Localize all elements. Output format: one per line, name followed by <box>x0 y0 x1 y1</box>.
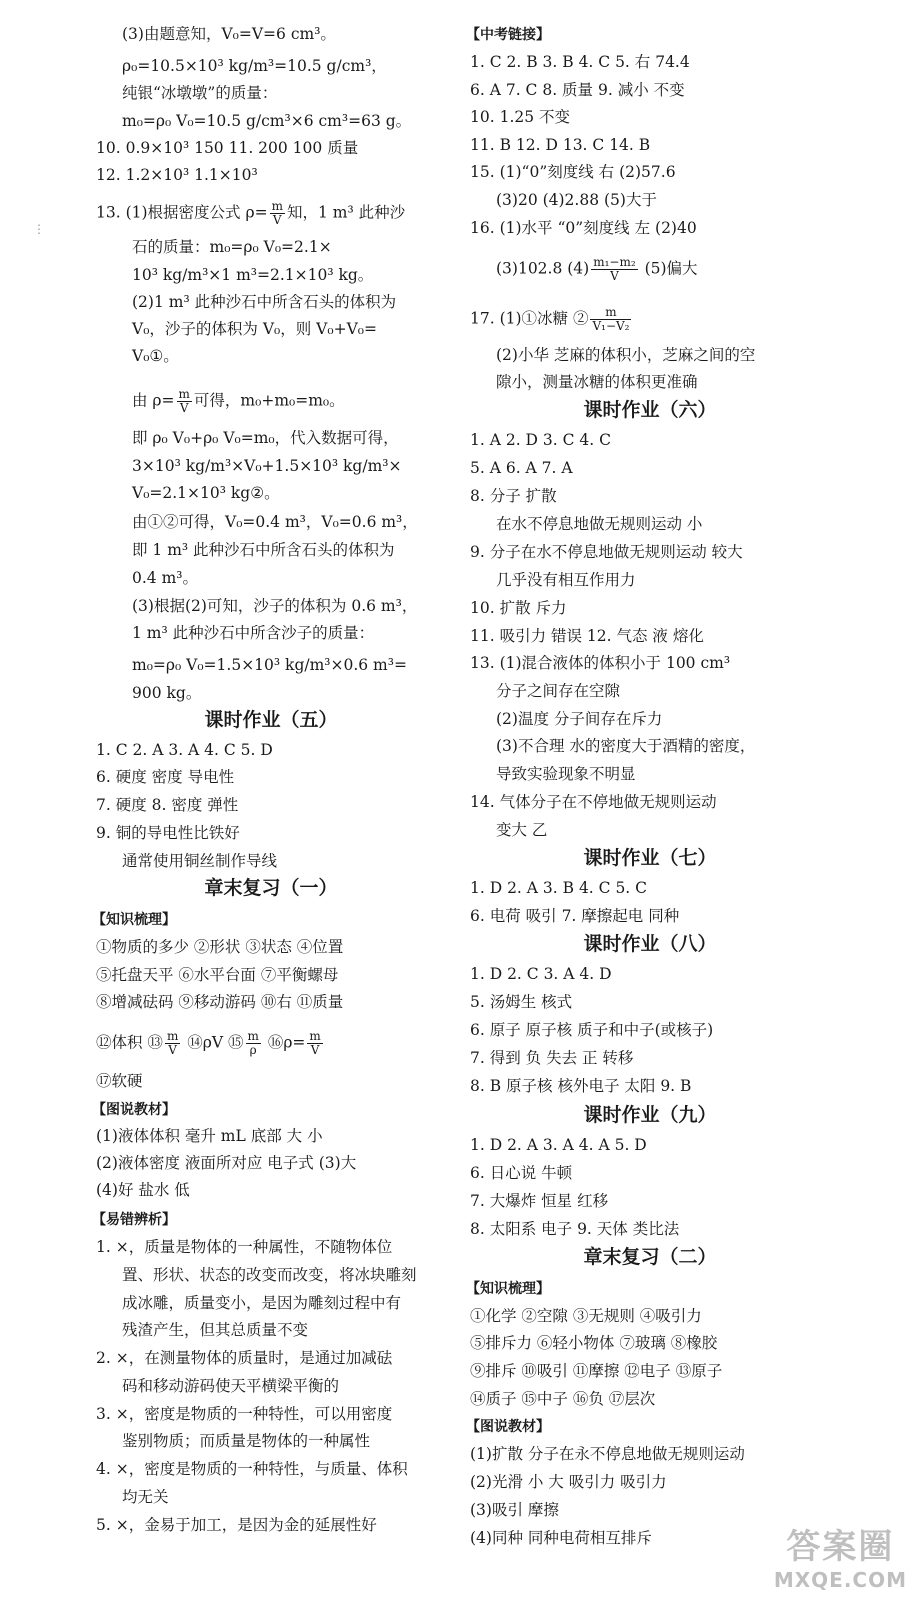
text-line <box>96 1030 325 1057</box>
text-line: 石的质量：m₀=ρ₀ V₀=2.1× <box>132 238 332 256</box>
text-line: 4. ×，密度是物质的一种特性，与质量、体积 <box>96 1460 408 1478</box>
subsection-tag: 【中考链接】 <box>466 27 550 43</box>
text-line: 置、形状、状态的改变而改变，将冰块雕刻 <box>122 1266 417 1284</box>
text-line: 均无关 <box>122 1488 169 1506</box>
text-line: ρ₀=10.5×10³ kg/m³=10.5 g/cm³， <box>122 57 387 75</box>
text-line: 1. A 2. D 3. C 4. C <box>470 431 611 449</box>
text-line: 9. 分子在水不停息地做无规则运动 较大 <box>470 543 743 561</box>
text-line: 1. D 2. C 3. A 4. D <box>470 965 612 983</box>
section-heading: 章末复习（二） <box>583 1246 717 1268</box>
text-line: 10. 0.9×10³ 150 11. 200 100 质量 <box>96 139 359 157</box>
text-line: V₀=2.1×10³ kg②。 <box>132 484 280 502</box>
text-span: (3)102.8 (4) <box>496 259 590 278</box>
text-line: 3×10³ kg/m³×V₀+1.5×10³ kg/m³× <box>132 457 402 475</box>
text-line: (3)不合理 水的密度大于酒精的密度， <box>496 737 756 755</box>
subsection-tag: 【知识梳理】 <box>466 1281 550 1297</box>
text-line <box>470 306 633 333</box>
text-line: ⑤托盘天平 ⑥水平台面 ⑦平衡螺母 <box>96 966 339 984</box>
fraction: $\frac{\text{m₁−m₂}}{V}$ <box>593 255 636 283</box>
text-line: (2)温度 分子间存在斥力 <box>496 710 663 728</box>
text-line: (3)吸引 摩擦 <box>470 1501 559 1519</box>
text-line: 变大 乙 <box>496 821 548 839</box>
text-line: (1)液体体积 毫升 mL 底部 大 小 <box>96 1127 323 1145</box>
text-span: ⑭ρV ⑮ <box>182 1033 244 1052</box>
text-line: 1. D 2. A 3. B 4. C 5. C <box>470 879 648 897</box>
text-line: 6. A 7. C 8. 质量 9. 减小 不变 <box>470 81 685 99</box>
text-line: 6. 日心说 牛顿 <box>470 1164 573 1182</box>
text-line: (3)根据(2)可知，沙子的体积为 0.6 m³， <box>132 597 418 615</box>
text-line: m₀=ρ₀ V₀=10.5 g/cm³×6 cm³=63 g。 <box>122 112 412 130</box>
text-span: ⑯ρ= <box>262 1033 306 1052</box>
subsection-tag: 【图说教材】 <box>466 1419 550 1435</box>
text-line <box>96 200 405 227</box>
text-line: ⑧增减砝码 ⑨移动游码 ⑩右 ⑪质量 <box>96 993 344 1011</box>
text-line: 5. A 6. A 7. A <box>470 459 573 477</box>
text-line: 13. (1)混合液体的体积小于 100 cm³ <box>470 654 731 672</box>
text-line: 1 m³ 此种沙石中所含沙子的质量： <box>132 624 375 642</box>
text-line: 900 kg。 <box>132 684 202 702</box>
text-line: 7. 硬度 8. 密度 弹性 <box>96 796 239 814</box>
watermark-logo: 答案圈 MXQE.COM <box>773 1527 907 1592</box>
fraction: $\frac{m}{\rho}$ <box>247 1029 259 1057</box>
text-line: (3)由题意知，V₀=V=6 cm³。 <box>122 25 336 43</box>
text-line: 纯银“冰墩墩”的质量： <box>122 84 278 102</box>
text-line: 12. 1.2×10³ 1.1×10³ <box>96 166 258 184</box>
text-line: 5. 汤姆生 核式 <box>470 993 573 1011</box>
text-line: 几乎没有相互作用力 <box>496 571 636 589</box>
text-line: ①物质的多少 ②形状 ③状态 ④位置 <box>96 938 344 956</box>
text-span: ⑫体积 ⑬ <box>96 1033 163 1052</box>
text-line: 隙小，测量冰糖的体积更准确 <box>496 373 698 391</box>
text-line: 10. 扩散 斥力 <box>470 599 567 617</box>
text-span: 17. (1)①冰糖 ② <box>470 309 589 328</box>
text-line: (4)好 盐水 低 <box>96 1181 190 1199</box>
fraction: $\frac{m}{V}$ <box>271 199 283 227</box>
section-heading: 章末复习（一） <box>204 877 338 899</box>
text-line: ⑰软硬 <box>96 1072 143 1090</box>
text-line: 7. 大爆炸 恒星 红移 <box>470 1192 609 1210</box>
text-span: 13. (1)根据密度公式 ρ= <box>96 203 268 222</box>
text-line: 14. 气体分子在不停地做无规则运动 <box>470 793 717 811</box>
text-line: 导致实验现象不明显 <box>496 765 636 783</box>
text-line: 5. ×，金易于加工，是因为金的延展性好 <box>96 1516 377 1534</box>
text-line: (4)同种 同种电荷相互排斥 <box>470 1529 652 1547</box>
text-line: (2)光滑 小 大 吸引力 吸引力 <box>470 1473 667 1491</box>
text-line: 9. 铜的导电性比铁好 <box>96 824 240 842</box>
text-line: 1. D 2. A 3. A 4. A 5. D <box>470 1136 647 1154</box>
text-line: 8. 分子 扩散 <box>470 487 557 505</box>
text-line: (1)扩散 分子在永不停息地做无规则运动 <box>470 1445 745 1463</box>
text-line: 1. C 2. A 3. A 4. C 5. D <box>96 741 273 759</box>
text-line: V₀①。 <box>132 347 179 365</box>
text-line: (3)20 (4)2.88 (5)大于 <box>496 191 657 209</box>
text-line: ⑭质子 ⑮中子 ⑯负 ⑰层次 <box>470 1390 656 1408</box>
text-line: (2)小华 芝麻的体积小，芝麻之间的空 <box>496 346 756 364</box>
text-line <box>470 256 698 283</box>
text-line <box>96 388 345 415</box>
text-line: 11. B 12. D 13. C 14. B <box>470 136 651 154</box>
text-line: 10³ kg/m³×1 m³=2.1×10³ kg。 <box>132 266 374 284</box>
text-line: 6. 电荷 吸引 7. 摩擦起电 同种 <box>470 907 680 925</box>
subsection-tag: 【易错辨析】 <box>92 1212 176 1228</box>
fraction: $\frac{m}{V}$ <box>309 1029 321 1057</box>
text-line: 由①②可得，V₀=0.4 m³，V₀=0.6 m³， <box>132 513 418 531</box>
text-line: 7. 得到 负 失去 正 转移 <box>470 1049 634 1067</box>
fraction: $\frac{m}{V}$ <box>166 1029 179 1057</box>
text-line: (2)液体密度 液面所对应 电子式 (3)大 <box>96 1154 357 1172</box>
text-span: 可得，m₀+m₀=m₀。 <box>193 391 345 410</box>
text-line: V₀，沙子的体积为 V₀，则 V₀+V₀= <box>132 320 377 338</box>
text-line: m₀=ρ₀ V₀=1.5×10³ kg/m³×0.6 m³= <box>132 656 407 674</box>
text-line: 1. ×，质量是物体的一种属性，不随物体位 <box>96 1238 393 1256</box>
text-line: 鉴别物质；而质量是物体的一种属性 <box>122 1432 371 1450</box>
text-line: ①化学 ②空隙 ③无规则 ④吸引力 <box>470 1307 702 1325</box>
section-heading: 课时作业（七） <box>583 847 717 869</box>
text-span: 知，1 m³ 此种沙 <box>286 203 406 222</box>
text-line: 10. 1.25 不变 <box>470 108 571 126</box>
text-line: 11. 吸引力 错误 12. 气态 液 熔化 <box>470 627 704 645</box>
text-line: 即 ρ₀ V₀+ρ₀ V₀=m₀，代入数据可得， <box>132 429 399 447</box>
text-line: 16. (1)水平 “0”刻度线 左 (2)40 <box>470 219 697 237</box>
text-line: 8. 太阳系 电子 9. 天体 类比法 <box>470 1220 680 1238</box>
text-line: 通常使用铜丝制作导线 <box>122 852 278 870</box>
text-line: 成冰雕，质量变小，是因为雕刻过程中有 <box>122 1294 402 1312</box>
text-span: 由 ρ= <box>132 391 175 410</box>
text-line: 15. (1)“0”刻度线 右 (2)57.6 <box>470 163 676 181</box>
text-line: 即 1 m³ 此种沙石中所含石头的体积为 <box>132 541 395 559</box>
text-line: 1. C 2. B 3. B 4. C 5. 右 74.4 <box>470 53 690 71</box>
text-span: (5)偏大 <box>639 259 698 278</box>
text-line: 3. ×，密度是物质的一种特性，可以用密度 <box>96 1405 393 1423</box>
text-line: ⑨排斥 ⑩吸引 ⑪摩擦 ⑫电子 ⑬原子 <box>470 1362 723 1380</box>
text-line: 残渣产生，但其总质量不变 <box>122 1321 309 1339</box>
text-line: 6. 原子 原子核 质子和中子(或核子) <box>470 1021 714 1039</box>
text-line: 0.4 m³。 <box>132 569 198 587</box>
text-line: 2. ×，在测量物体的质量时，是通过加减砝 <box>96 1349 393 1367</box>
text-line: 8. B 原子核 核外电子 太阳 9. B <box>470 1077 692 1095</box>
subsection-tag: 【知识梳理】 <box>92 912 176 928</box>
text-line: (2)1 m³ 此种沙石中所含石头的体积为 <box>132 293 397 311</box>
section-heading: 课时作业（六） <box>583 399 717 421</box>
subsection-tag: 【图说教材】 <box>92 1102 176 1118</box>
text-line: 6. 硬度 密度 导电性 <box>96 768 235 786</box>
text-line: ⑤排斥力 ⑥轻小物体 ⑦玻璃 ⑧橡胶 <box>470 1334 718 1352</box>
section-heading: 课时作业（八） <box>583 933 717 955</box>
fraction: $\frac{m}{\text{V₁−V₂}}$ <box>592 305 630 333</box>
section-heading: 课时作业（五） <box>204 709 338 731</box>
margin-mark: ⋮ <box>33 222 45 236</box>
section-heading: 课时作业（九） <box>583 1104 717 1126</box>
fraction: $\frac{m}{V}$ <box>178 387 190 415</box>
text-line: 分子之间存在空隙 <box>496 682 621 700</box>
text-line: 码和移动游码使天平横梁平衡的 <box>122 1377 340 1395</box>
text-line: 在水不停息地做无规则运动 小 <box>496 515 703 533</box>
